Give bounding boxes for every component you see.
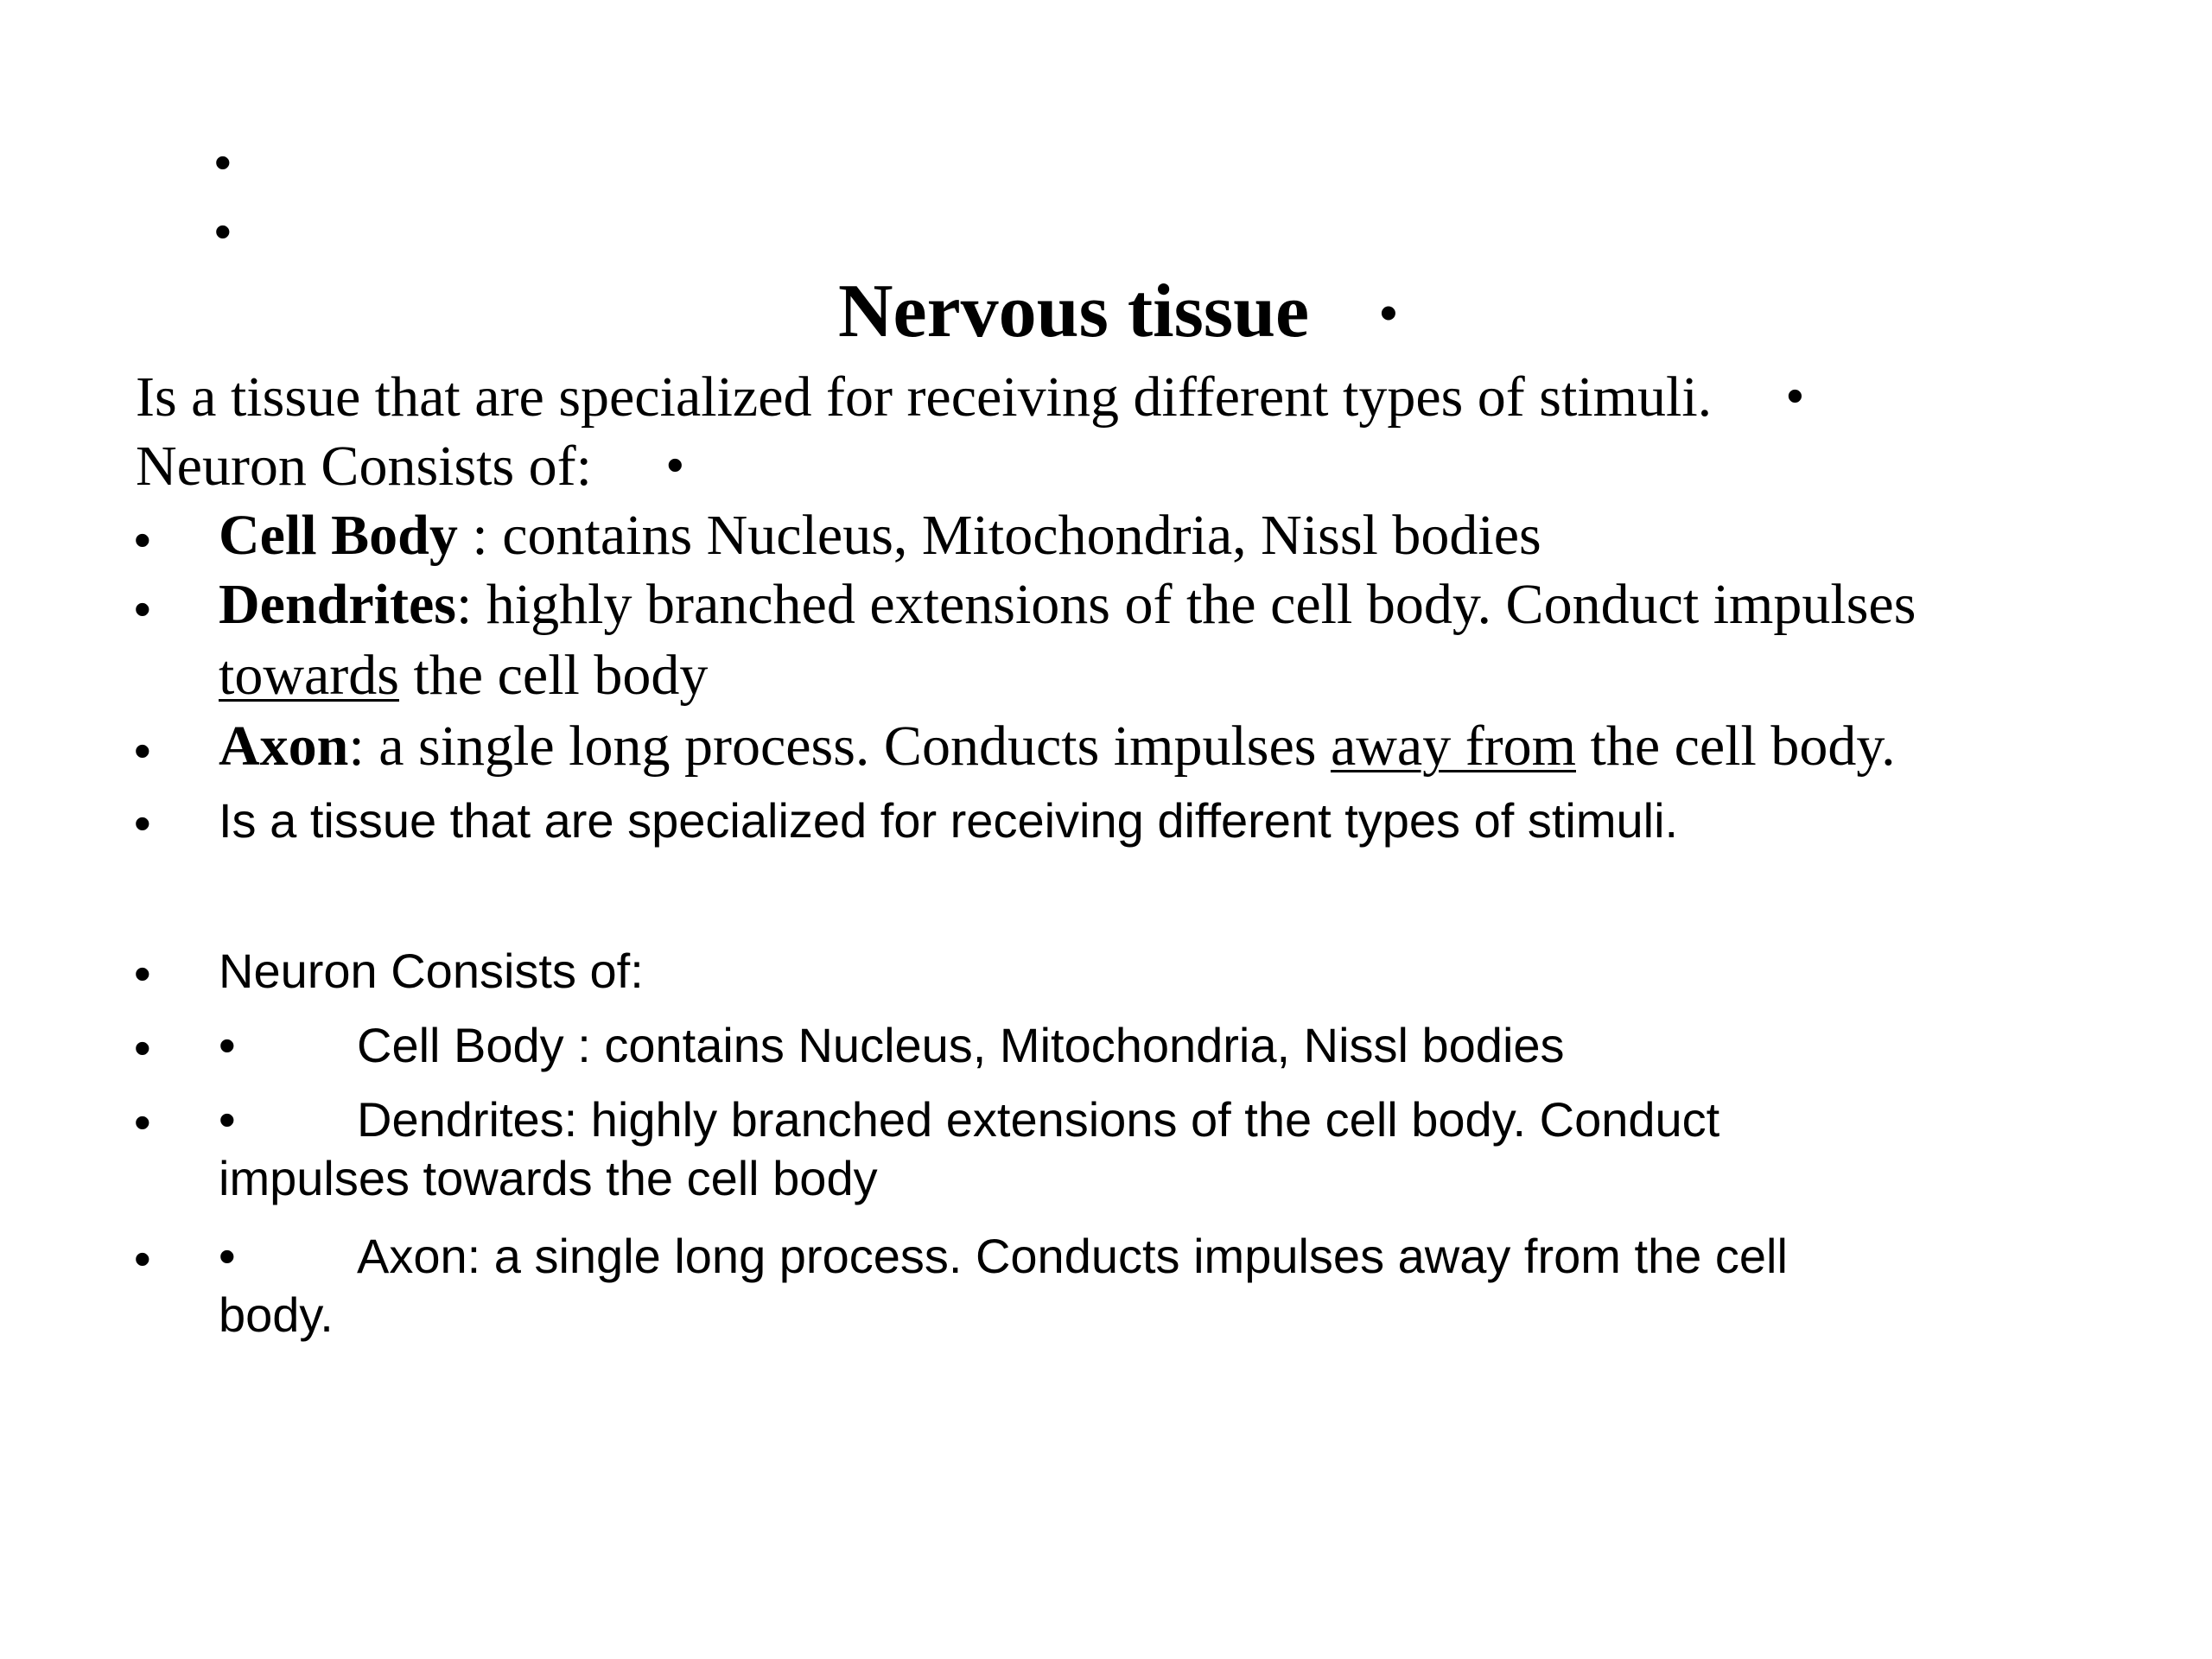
dendrites-description: : highly branched extensions of the cell body. Conduct impulses <box>455 573 1916 636</box>
dendrites-underlined: towards <box>219 644 399 707</box>
bullet: • <box>134 1231 151 1286</box>
sans-dendrites-text: Dendrites: highly branched extensions of the cell body. Conduct <box>357 1092 1720 1147</box>
inner-bullet: • <box>219 1018 236 1072</box>
axon-underlined: away from <box>1330 715 1576 778</box>
cell-body-description: : contains Nucleus, Mitochondria, Nissl bodies <box>457 504 1541 567</box>
intro-neuron-heading-text: Neuron Consists of: <box>136 435 592 498</box>
sans-cell-body-text: Cell Body : contains Nucleus, Mitochondria, Nissl bodies <box>357 1018 1565 1072</box>
dendrites-description-end: the cell body <box>398 644 709 707</box>
inner-bullet: • <box>219 1092 236 1147</box>
sans-axon-continued: body. <box>219 1287 334 1342</box>
sans-definition: Is a tissue that are specialized for receiving different types of stimuli. <box>219 793 1679 848</box>
list-item-cell-body <box>219 501 1541 570</box>
term-cell-body: Cell Body <box>219 504 458 567</box>
sans-axon-text: Axon: a single long process. Conducts impulses away from the cell <box>357 1229 1788 1283</box>
sans-dendrites-continued: impulses towards the cell body <box>219 1151 878 1205</box>
intro-definition-text: Is a tissue that are specialized for receiving different types of stimuli. <box>136 365 1713 429</box>
term-dendrites: Dendrites <box>219 573 456 636</box>
sans-neuron-heading: Neuron Consists of: <box>219 944 644 998</box>
sans-axon <box>219 1227 1788 1286</box>
axon-description: : a single long process. Conducts impulses <box>348 715 1331 778</box>
title-bullet: • <box>1380 285 1397 340</box>
inner-bullet: • <box>219 1229 236 1283</box>
bullet: • <box>134 1020 151 1075</box>
intro-neuron-heading-bullet: • <box>666 437 684 492</box>
empty-bullet-2: • <box>214 204 232 258</box>
bullet: • <box>134 582 151 636</box>
list-item-dendrites <box>219 570 1916 639</box>
bullet: • <box>134 946 151 1001</box>
intro-neuron-heading <box>136 430 683 501</box>
empty-bullet-1: • <box>214 135 232 189</box>
bullet: • <box>134 796 151 850</box>
list-item-axon <box>219 712 1896 781</box>
sans-cell-body <box>219 1016 1565 1075</box>
term-axon: Axon <box>219 715 349 778</box>
bullet: • <box>134 1095 151 1149</box>
bullet: • <box>134 723 151 778</box>
list-item-dendrites-continued <box>219 641 708 710</box>
bullet: • <box>134 512 151 567</box>
axon-description-end: the cell body. <box>1576 715 1896 778</box>
intro-definition-bullet: • <box>1786 368 1804 423</box>
title-text: Nervous tissue <box>838 270 1310 353</box>
intro-definition <box>136 361 1803 432</box>
slide-title <box>838 270 1397 354</box>
sans-dendrites <box>219 1090 1719 1149</box>
